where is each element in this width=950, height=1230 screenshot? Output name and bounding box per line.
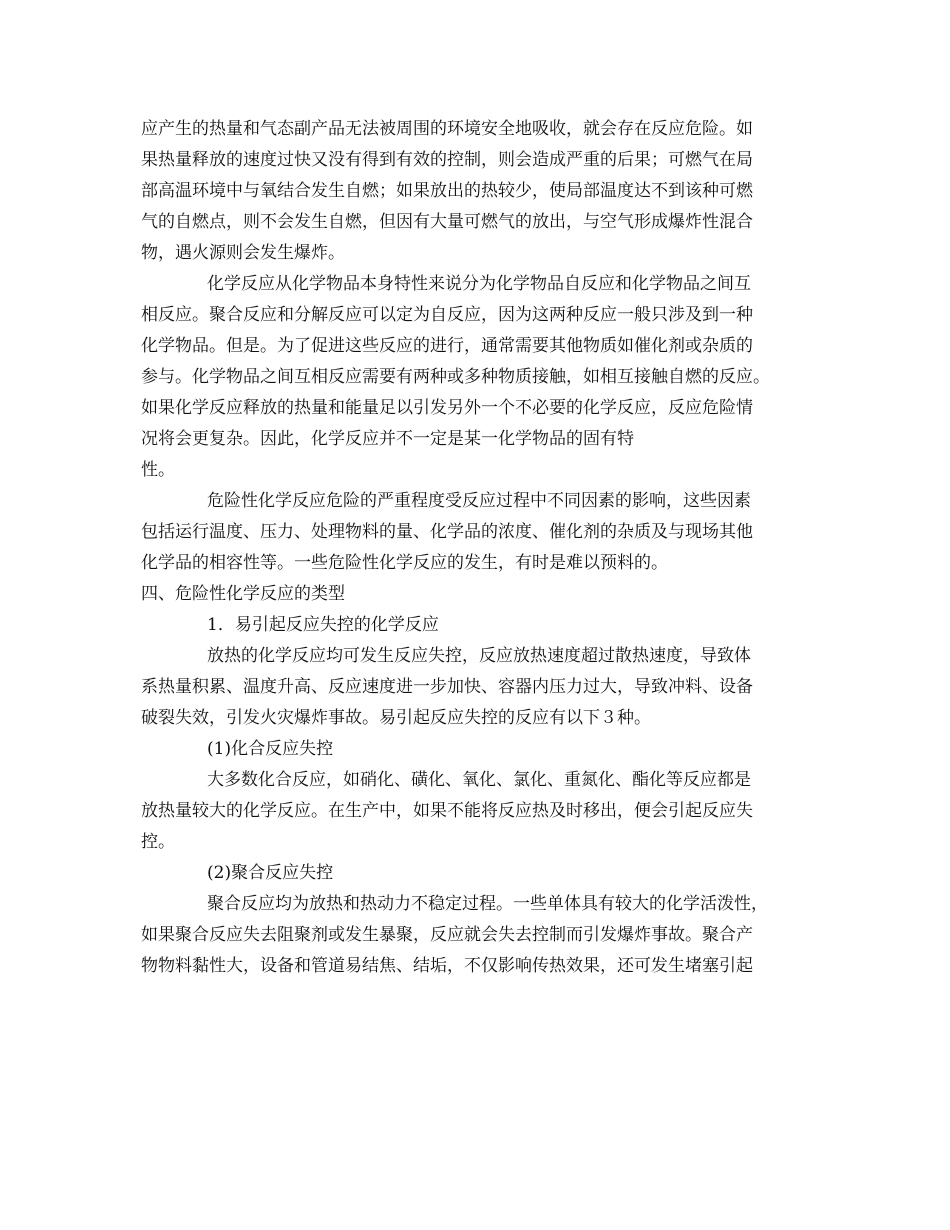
text-line: 应产生的热量和气态副产品无法被周围的环境安全地吸收，就会存在反应危险。如 [141, 119, 753, 139]
text-line: 危险性化学反应危险的严重程度受反应过程中不同因素的影响，这些因素 [207, 491, 751, 511]
text-line: 果热量释放的速度过快又没有得到有效的控制，则会造成严重的后果；可燃气在局 [141, 150, 753, 170]
text-line: 1．易引起反应失控的化学反应 [207, 615, 439, 635]
text-line: 大多数化合反应，如硝化、磺化、氧化、氯化、重氮化、酯化等反应都是 [207, 770, 751, 790]
text-line: 化学物品。但是。为了促进这些反应的进行，通常需要其他物质如催化剂或杂质的 [141, 336, 753, 356]
text-line: (1)化合反应失控 [207, 739, 334, 759]
text-line: 部高温环境中与氧结合发生自燃；如果放出的热较少，使局部温度达不到该种可燃 [141, 181, 753, 201]
text-line: 化学品的相容性等。一些危险性化学反应的发生，有时是难以预料的。 [141, 553, 668, 573]
text-line: 化学反应从化学物品本身特性来说分为化学物品自反应和化学物品之间互 [207, 274, 751, 294]
document-body [141, 114, 821, 982]
text-line: 况将会更复杂。因此，化学反应并不一定是某一化学物品的固有特 [141, 429, 634, 449]
text-line: 包括运行温度、压力、处理物料的量、化学品的浓度、催化剂的杂质及与现场其他 [141, 522, 753, 542]
text-line: 如果化学反应释放的热量和能量足以引发另外一个不必要的化学反应，反应危险情 [141, 398, 753, 418]
text-line: 物，遇火源则会发生爆炸。 [141, 243, 345, 263]
text-line: 性。 [141, 460, 175, 480]
text-line: 气的自燃点，则不会发生自燃，但因有大量可燃气的放出，与空气形成爆炸性混合 [141, 212, 753, 232]
text-line: (2)聚合反应失控 [207, 863, 334, 883]
text-line: 物物料黏性大，设备和管道易结焦、结垢，不仅影响传热效果，还可发生堵塞引起 [141, 956, 753, 976]
text-line: 破裂失效，引发火灾爆炸事故。易引起反应失控的反应有以下３种。 [141, 708, 651, 728]
text-line: 控。 [141, 832, 175, 852]
text-line: 放热量较大的化学反应。在生产中，如果不能将反应热及时移出，便会引起反应失 [141, 801, 753, 821]
text-line: 参与。化学物品之间互相反应需要有两种或多种物质接触，如相互接触自燃的反应。 [141, 367, 770, 387]
text-line: 如果聚合反应失去阻聚剂或发生暴聚，反应就会失去控制而引发爆炸事故。聚合产 [141, 925, 753, 945]
text-line: 聚合反应均为放热和热动力不稳定过程。一些单体具有较大的化学活泼性， [207, 894, 768, 914]
text-line: 四、危险性化学反应的类型 [141, 584, 345, 604]
text-line: 相反应。聚合反应和分解反应可以定为自反应，因为这两种反应一般只涉及到一种 [141, 305, 753, 325]
text-line: 系热量积累、温度升高、反应速度进一步加快、容器内压力过大，导致冲料、设备 [141, 677, 753, 697]
text-line: 放热的化学反应均可发生反应失控，反应放热速度超过散热速度，导致体 [207, 646, 751, 666]
